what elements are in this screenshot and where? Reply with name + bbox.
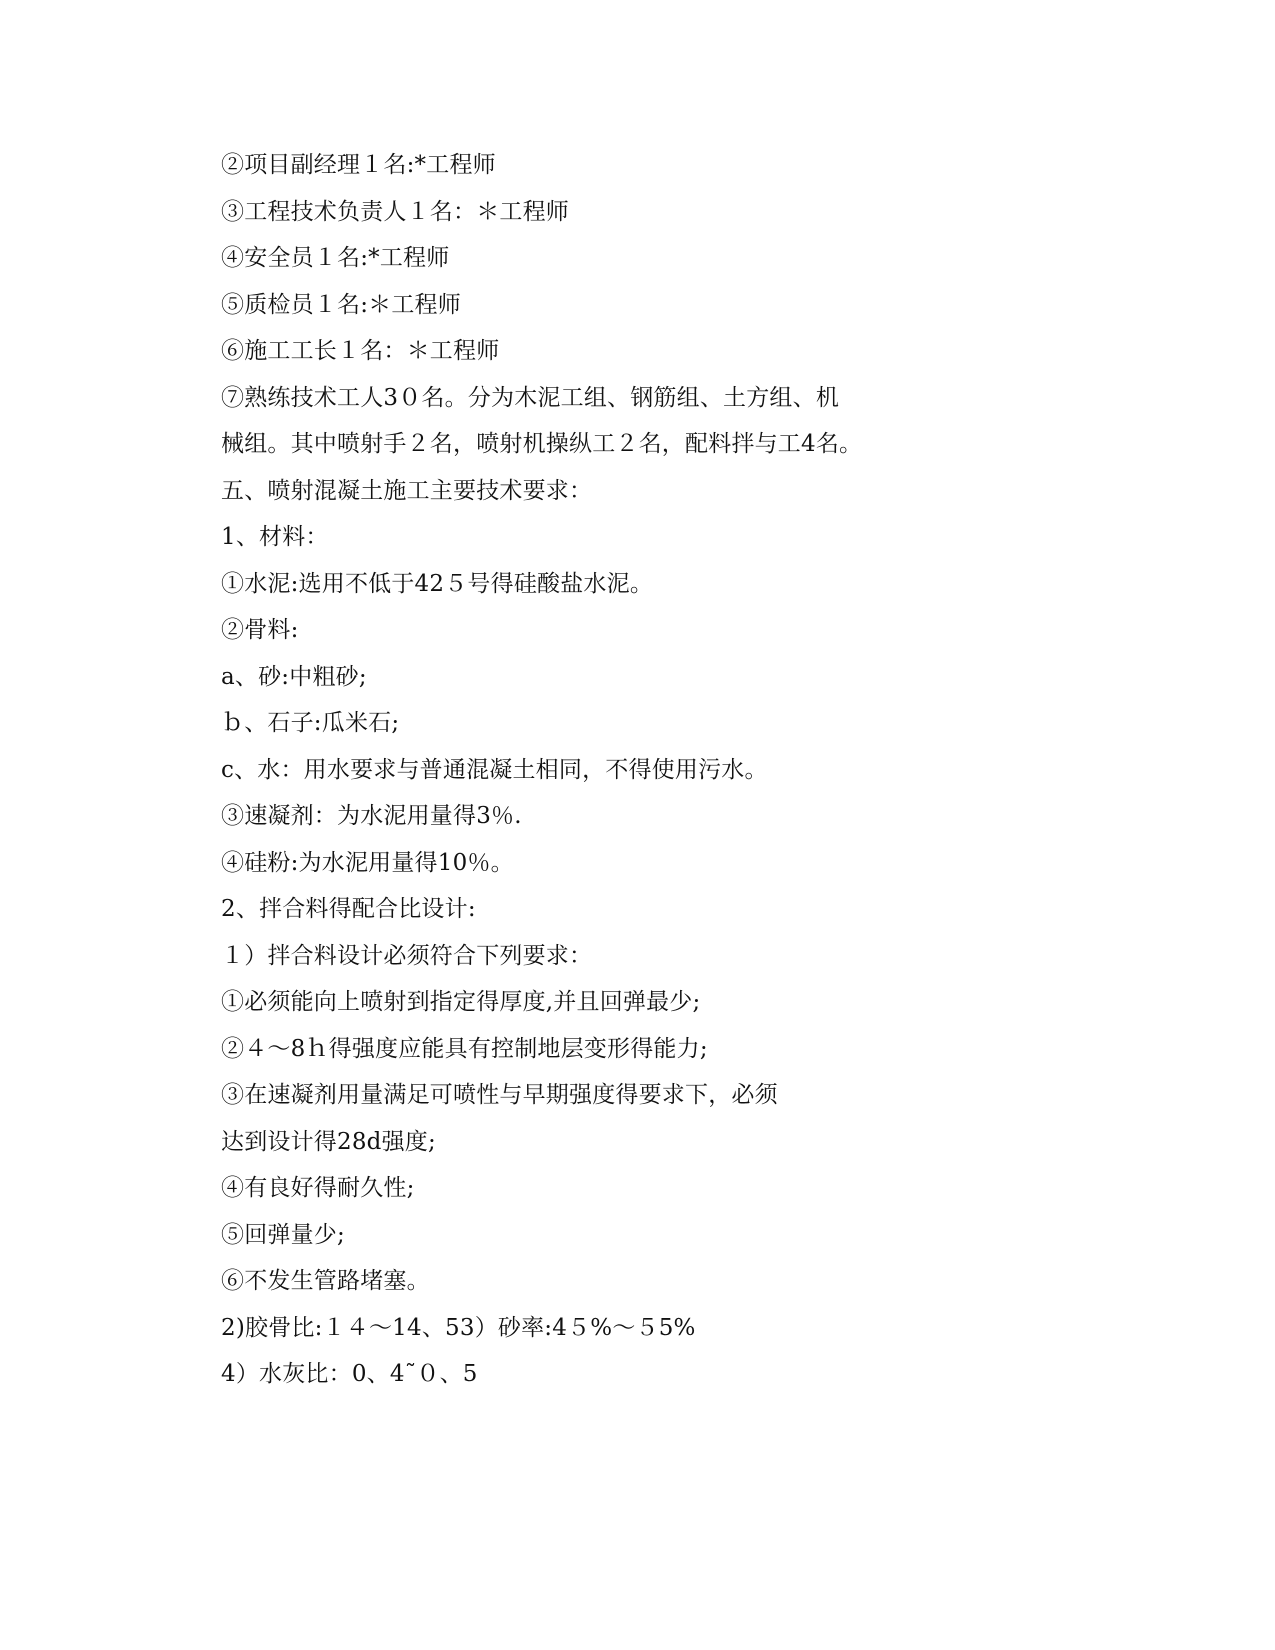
- text-line: ②４～8ｈ得强度应能具有控制地层变形得能力;: [221, 1035, 708, 1062]
- text-line: 4）水灰比：0、4˜０、5: [221, 1361, 478, 1387]
- text-line: ③在速凝剂用量满足可喷性与早期强度得要求下，必须: [221, 1082, 778, 1108]
- text-line: ⑤质检员１名:＊工程师: [221, 291, 461, 318]
- subsection-heading: 1、材料：: [221, 524, 329, 550]
- text-line: １）拌合料设计必须符合下列要求：: [221, 942, 593, 969]
- text-line: ⑤回弹量少;: [221, 1221, 345, 1248]
- text-line: a、砂:中粗砂;: [221, 663, 367, 690]
- text-line: ①必须能向上喷射到指定得厚度,并且回弹最少;: [221, 989, 701, 1015]
- text-line: ⑥不发生管路堵塞。: [221, 1268, 430, 1294]
- text-line: ①水泥:选用不低于42５号得硅酸盐水泥。: [221, 570, 654, 597]
- subsection-heading: 2、拌合料得配合比设计:: [221, 896, 476, 922]
- text-line: ⑥施工工长１名：＊工程师: [221, 338, 500, 364]
- text-line: ⑦熟练技术工人3０名。分为木泥工组、钢筋组、土方组、机: [221, 384, 840, 411]
- text-line: ④有良好得耐久性;: [221, 1175, 415, 1201]
- text-line: ④安全员１名:*工程师: [221, 245, 450, 271]
- text-line: ②骨料:: [221, 617, 299, 643]
- text-line: 达到设计得28d强度;: [221, 1128, 436, 1155]
- text-line: 2)胶骨比:１４～14、53）砂率:4５%～５5%: [221, 1314, 696, 1341]
- text-line: c、水：用水要求与普通混凝土相同，不得使用污水。: [221, 756, 768, 783]
- text-line: 械组。其中喷射手２名，喷射机操纵工２名，配料拌与工4名。: [221, 431, 863, 457]
- text-line: ②项目副经理１名:*工程师: [221, 152, 496, 178]
- document-body: [221, 147, 921, 1403]
- text-line: ③速凝剂：为水泥用量得3％.: [221, 803, 522, 829]
- text-line: ｂ、石子:瓜米石;: [221, 710, 400, 736]
- section-heading: 五、喷射混凝土施工主要技术要求：: [221, 477, 593, 504]
- text-line: ③工程技术负责人１名：＊工程师: [221, 198, 569, 225]
- text-line: ④硅粉:为水泥用量得10％。: [221, 849, 514, 876]
